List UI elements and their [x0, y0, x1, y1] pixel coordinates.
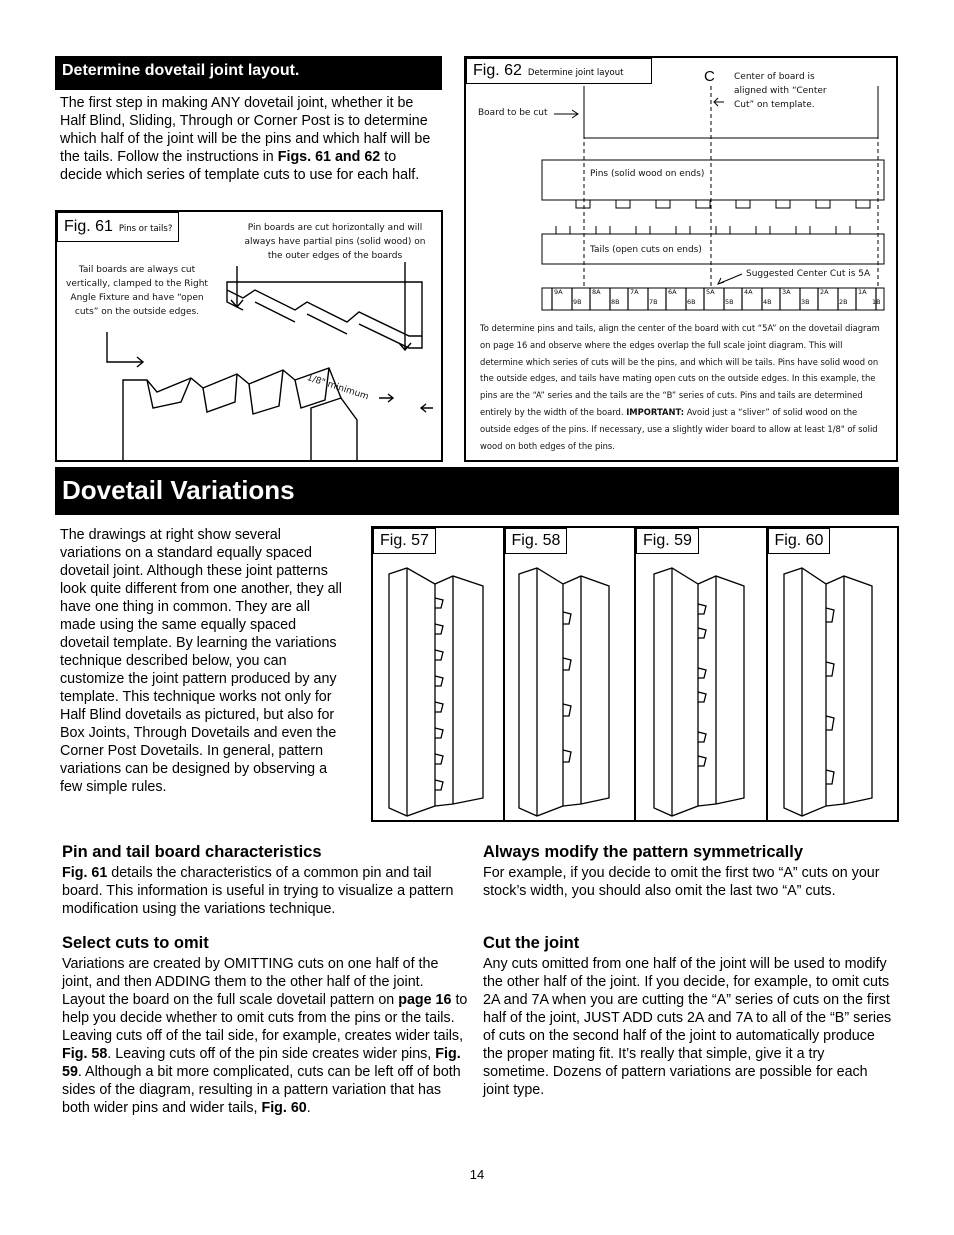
fig59-drawing: [636, 528, 766, 820]
fig57-drawing: [373, 528, 503, 820]
fig62-center-note: Center of board is aligned with “Center Cut” on template.: [734, 72, 827, 110]
fig61-sublabel: Pins or tails?: [118, 224, 173, 234]
scale-label-8a: 8A: [592, 288, 601, 296]
fig58-label: Fig. 58: [505, 528, 568, 554]
scale-label-6b: 6B: [687, 298, 696, 306]
scale-label-8b: 8B: [611, 298, 620, 306]
figures-57-60-row: [371, 526, 899, 822]
scale-label-1b: 1B: [872, 298, 881, 306]
select-cuts-section: [62, 934, 470, 1117]
fig61-label: Fig. 61: [64, 218, 113, 235]
fig58-drawing: [505, 528, 635, 820]
pin-tail-title: Pin and tail board characteristics: [62, 843, 322, 861]
scale-label-7a: 7A: [630, 288, 639, 296]
figure-59: [636, 528, 768, 820]
cut-joint-title: Cut the joint: [483, 934, 580, 952]
fig62-board: [584, 86, 878, 138]
figure-58: [505, 528, 637, 820]
fig62-tails-strip: [542, 234, 884, 264]
cut-joint-section: [483, 934, 893, 1099]
figure-61: [55, 210, 443, 462]
scale-label-2a: 2A: [820, 288, 829, 296]
fig62-suggested-label: Suggested Center Cut is 5A: [746, 269, 871, 279]
figure-62: [464, 56, 898, 462]
scale-label-9a: 9A: [554, 288, 563, 296]
fig62-pins-label: Pins (solid wood on ends): [590, 169, 705, 179]
page-number: 14: [469, 1167, 485, 1182]
figure-57: [373, 528, 505, 820]
fig61-minimum-label: 1/8" minimum: [305, 372, 370, 403]
layout-section-header: Determine dovetail joint layout.: [55, 56, 442, 90]
select-cuts-body: Variations are created by OMITTING cuts on one half of the joint, and then ADDING them to the other half of the joint. Layout the board on the full scale dovetail pattern on page 16 to help you decide whether to omit cuts from the pins or the tails. Leaving cuts off of the tail side, for example, creates wider tails, Fig. 58. Leaving cuts off of the pin side creates wider pins, Fig. 59. Although a bit more complicated, cuts can be left off of both sides of the diagram, resulting in a pattern variation that has both wider pins and wider tails, Fig. 60.: [62, 956, 468, 1116]
fig60-drawing: [768, 528, 898, 820]
fig59-label: Fig. 59: [636, 528, 699, 554]
pin-tail-section: [62, 843, 470, 918]
variations-header: Dovetail Variations: [55, 467, 899, 515]
pin-tail-body: Fig. 61 details the characteristics of a common pin and tail board. This information is useful in trying to visualize a pattern modification using the variations technique.: [62, 865, 454, 917]
fig62-label: Fig. 62: [473, 62, 522, 79]
fig62-board-label: Board to be cut: [478, 108, 548, 118]
scale-label-3a: 3A: [782, 288, 791, 296]
scale-label-2b: 2B: [839, 298, 848, 306]
scale-label-7b: 7B: [649, 298, 658, 306]
fig62-tails-label: Tails (open cuts on ends): [590, 245, 702, 255]
fig61-tails-note: Tail boards are always cut vertically, clamped to the Right Angle Fixture and have “open cuts” on the outside edges.: [66, 265, 208, 317]
fig62-instructions: To determine pins and tails, align the center of the board with cut “5A” on the dovetail diagram on page 16 and observe where the edges overlap the full scale joint diagram. This will determine which series of cuts will be the pins, and which will be tails. Pins have solid wood on the outside edges, and tails have mating open cuts on the outside edges. In this example, the pins are the “A” series and the tails are the “B” series of cuts. Pins and tails are determined entirely by the width of the board. IMPORTANT: Avoid just a “sliver” of solid wood on the outside edges of the pins. If necessary, use a slightly wider board to allow at least 1/8" of solid wood on both edges of the pins.: [480, 323, 880, 451]
scale-label-4b: 4B: [763, 298, 772, 306]
fig61-pin-board: [227, 282, 422, 336]
fig61-label-box: [57, 212, 179, 242]
scale-label-1a: 1A: [858, 288, 867, 296]
fig62-centerline-symbol: C: [704, 68, 715, 85]
fig62-pins-strip: [542, 160, 884, 200]
select-cuts-title: Select cuts to omit: [62, 934, 209, 952]
symmetric-body: For example, if you decide to omit the first two “A” cuts on your stock’s width, you should also omit the last two “A” cuts.: [483, 865, 880, 899]
fig57-label: Fig. 57: [373, 528, 436, 554]
cut-joint-body: Any cuts omitted from one half of the joint will be used to modify the other half of the joint. If you decide, for example, to omit cuts 2A and 7A when you are cutting the “A” series of cuts on the first half of the joint, JUST ADD cuts 2A and 7A to all of the “B” series of cuts on the second half of the joint to automatically produce the proper mating fit. It’s really that simple, give it a try sometime. Dozens of pattern variations are possible for each joint type.: [483, 956, 892, 1098]
scale-label-5a: 5A: [706, 288, 715, 296]
symmetric-section: [483, 843, 893, 900]
scale-label-3b: 3B: [801, 298, 810, 306]
symmetric-title: Always modify the pattern symmetrically: [483, 843, 804, 861]
fig60-label: Fig. 60: [768, 528, 831, 554]
fig62-sublabel: Determine joint layout: [527, 68, 624, 78]
scale-label-5b: 5B: [725, 298, 734, 306]
scale-label-4a: 4A: [744, 288, 753, 296]
figure-60: [768, 528, 898, 820]
variations-intro-paragraph: The drawings at right show several variations on a standard equally spaced dovetail joint. Although these joint patterns look quite different from one another, they all have one thing in common. They are all made using the same equally spaced dovetail template. By learning the variations technique described below, you can customize the joint pattern produced by any template. This technique works not only for Half Blind dovetails as pictured, but also for Box Joints, Through Dovetails and even the Corner Post Dovetails. In general, pattern variations can be designed by observing a few simple rules.: [60, 527, 342, 795]
layout-intro-paragraph: The first step in making ANY dovetail joint, whether it be Half Blind, Sliding, Through or Corner Post is to determine which half of the joint will be the pins and which half will be the tails. Follow the instructions in Figs. 61 and 62 to decide which series of template cuts to use for each half.: [60, 95, 431, 183]
scale-label-6a: 6A: [668, 288, 677, 296]
fig61-pins-note: Pin boards are cut horizontally and will always have partial pins (solid wood) on the outer edges of the boards: [244, 223, 426, 261]
fig62-scale-labels: [542, 289, 884, 309]
scale-label-9b: 9B: [573, 298, 582, 306]
